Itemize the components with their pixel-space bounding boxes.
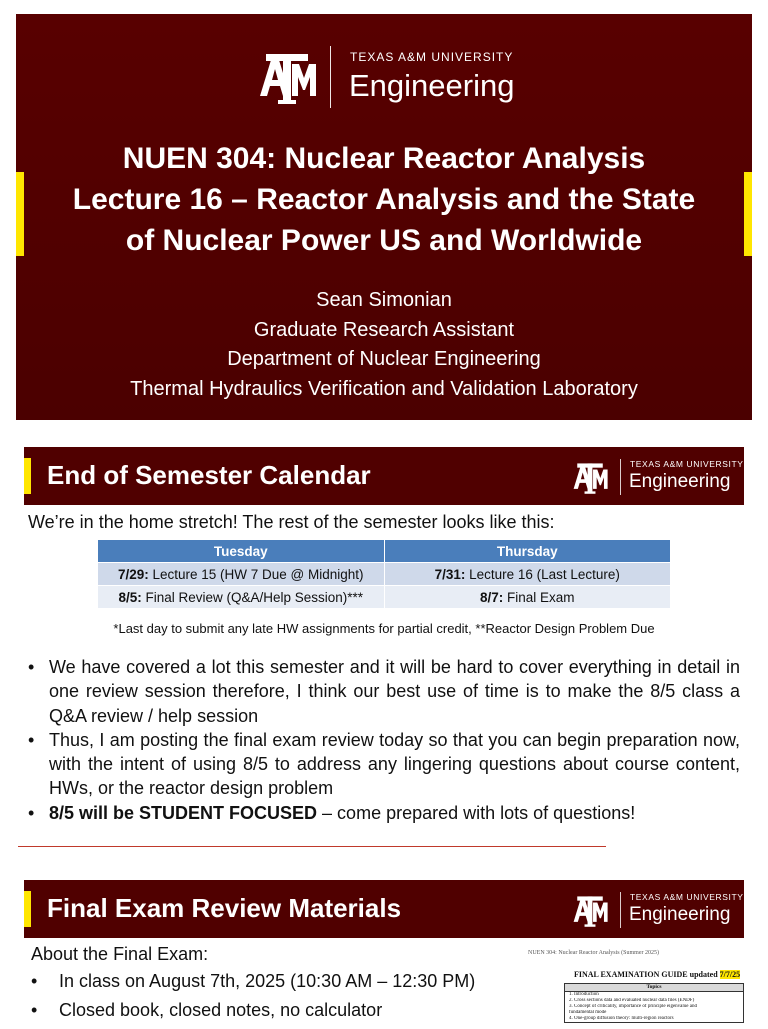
column-header-tuesday: Tuesday bbox=[98, 540, 385, 563]
table-row bbox=[98, 586, 671, 609]
guide-header: NUEN 304: Nuclear Reactor Analysis (Summer 2025) bbox=[528, 950, 659, 956]
department-name: Engineering bbox=[629, 471, 731, 492]
review-slide-header bbox=[24, 880, 744, 938]
exam-details-list bbox=[31, 971, 475, 1029]
guide-title-text: FINAL EXAMINATION GUIDE updated bbox=[574, 970, 720, 979]
topic-row: 4. One-group diffusion theory: multi-region reactors bbox=[569, 1016, 674, 1021]
slide-title: End of Semester Calendar bbox=[47, 460, 371, 490]
topics-header: Topics bbox=[565, 984, 743, 992]
table-cell bbox=[98, 563, 385, 586]
logo-divider bbox=[620, 892, 621, 928]
title-line: Lecture 16 – Reactor Analysis and the State bbox=[72, 183, 696, 216]
topic-row: 1. Introduction bbox=[569, 992, 599, 997]
table-cell bbox=[384, 586, 671, 609]
topic-row: 3. Concept of criticality, importance of principle eigenvalue and bbox=[569, 1004, 697, 1009]
bullet-list bbox=[28, 655, 740, 825]
topic-row: 2. Cross sections data and evaluated nuclear data files (ENDF) bbox=[569, 998, 695, 1003]
author-department: Department of Nuclear Engineering bbox=[227, 348, 541, 370]
header-accent bbox=[24, 891, 31, 927]
item-text: – come prepared with lots of questions! bbox=[317, 802, 636, 823]
university-name: TEXAS A&M UNIVERSITY bbox=[350, 50, 514, 64]
logo-divider bbox=[620, 459, 621, 495]
emphasis-text: 8/5 will be STUDENT FOCUSED bbox=[49, 802, 318, 823]
logo-divider bbox=[330, 46, 331, 108]
title-slide bbox=[16, 14, 752, 420]
atm-logo-icon bbox=[570, 894, 610, 928]
tamu-engineering-logo bbox=[256, 46, 536, 108]
table-cell bbox=[98, 586, 385, 609]
list-item: • Thus, I am posting the final exam review today so that you can begin preparation now, with the intent of using 8/5 to address any lingering questions about course content, HWs, or the reactor design problem bbox=[28, 728, 740, 801]
lecture-title bbox=[16, 138, 752, 261]
list-item: • Closed book, closed notes, no calculator bbox=[31, 1000, 475, 1029]
column-header-thursday: Thursday bbox=[384, 540, 671, 563]
cell-date: 7/31: bbox=[434, 566, 466, 582]
calendar-slide-header bbox=[24, 447, 744, 505]
cell-text: Lecture 16 (Last Lecture) bbox=[465, 566, 620, 582]
calendar-table bbox=[97, 539, 671, 609]
list-item: • We have covered a lot this semester and it will be hard to cover everything in detail in one review session therefore, I think our best use of time is to make the 8/5 class a Q&A review / help session bbox=[28, 655, 740, 728]
title-line: of Nuclear Power US and Worldwide bbox=[125, 224, 643, 257]
author-name: Sean Simonian bbox=[316, 289, 452, 311]
divider bbox=[18, 846, 606, 847]
cell-text: Lecture 15 (HW 7 Due @ Midnight) bbox=[148, 566, 364, 582]
section-heading: About the Final Exam: bbox=[31, 944, 209, 964]
university-name: TEXAS A&M UNIVERSITY bbox=[630, 459, 744, 469]
atm-logo-icon bbox=[570, 461, 610, 495]
footnote: *Last day to submit any late HW assignments for partial credit, **Reactor Design Problem Due bbox=[113, 621, 655, 636]
tamu-engineering-logo bbox=[570, 457, 744, 497]
guide-topics-table bbox=[564, 983, 744, 1023]
intro-text: We’re in the home stretch! The rest of the semester looks like this: bbox=[28, 512, 555, 532]
table-header-row bbox=[98, 540, 671, 563]
table-row bbox=[98, 563, 671, 586]
cell-text: Final Review (Q&A/Help Session)*** bbox=[141, 589, 364, 605]
department-name: Engineering bbox=[629, 904, 731, 925]
author-role: Graduate Research Assistant bbox=[253, 318, 515, 341]
cell-text: Final Exam bbox=[503, 589, 575, 605]
slide-title: Final Exam Review Materials bbox=[47, 893, 402, 923]
department-name: Engineering bbox=[349, 68, 515, 103]
atm-logo-icon bbox=[256, 50, 318, 106]
tamu-engineering-logo bbox=[570, 890, 744, 930]
header-accent bbox=[24, 458, 31, 494]
author-lab: Thermal Hydraulics Verification and Validation Laboratory bbox=[130, 377, 638, 400]
exam-guide-thumbnail bbox=[520, 944, 768, 1024]
cell-date: 7/29: bbox=[117, 566, 149, 582]
title-line: NUEN 304: Nuclear Reactor Analysis bbox=[122, 142, 646, 175]
cell-date: 8/7: bbox=[479, 589, 504, 605]
guide-title-date: 7/7/25 bbox=[719, 970, 741, 979]
university-name: TEXAS A&M UNIVERSITY bbox=[630, 892, 744, 902]
guide-title bbox=[574, 970, 740, 979]
cell-date: 8/5: bbox=[118, 589, 142, 605]
table-cell bbox=[384, 563, 671, 586]
list-item: • In class on August 7th, 2025 (10:30 AM – 12:30 PM) bbox=[31, 971, 475, 1000]
list-item bbox=[28, 801, 740, 825]
topic-row: fundamental mode bbox=[569, 1010, 607, 1015]
author-block bbox=[16, 286, 752, 404]
